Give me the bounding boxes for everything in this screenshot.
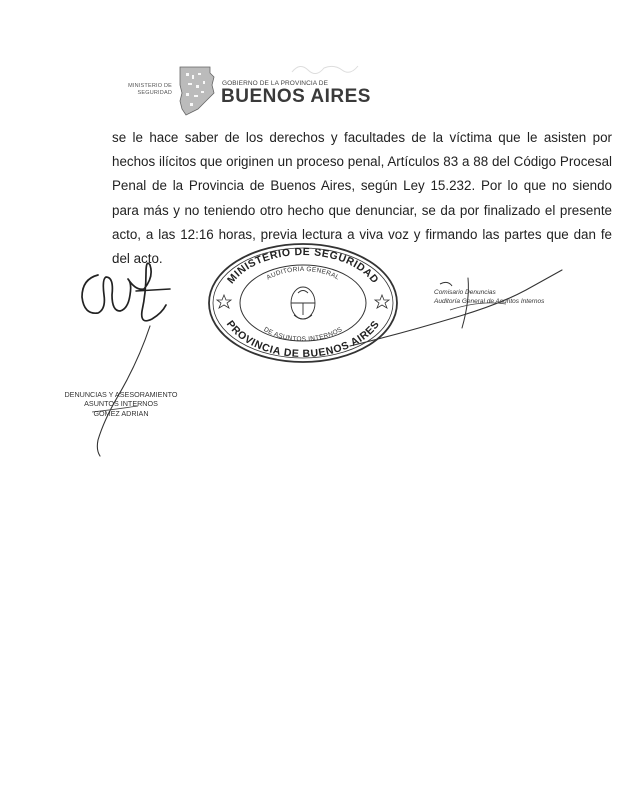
right-signature-line2: Auditoría General de Asuntos Internos <box>434 298 545 305</box>
left-signature <box>70 255 180 330</box>
seal-inner-top: AUDITORIA GENERAL <box>265 265 341 282</box>
seal-outer-bottom: PROVINCIA DE BUENOS AIRES <box>223 318 383 361</box>
ministry-line2: SEGURIDAD <box>137 90 172 96</box>
coat-of-arms-icon <box>291 287 315 319</box>
right-signature-line1: Comisario Denuncias <box>434 289 496 296</box>
seal-inner-bottom: DE ASUNTOS INTERNOS <box>262 326 344 344</box>
ministry-line1: MINISTERIO DE <box>128 83 172 89</box>
signer-name: GOMEZ ADRIAN <box>93 408 149 418</box>
government-label: GOBIERNO DE LA PROVINCIA DE <box>222 80 329 87</box>
faint-scan-mark <box>290 58 360 78</box>
signer-line1: DENUNCIAS Y ASESORAMIENTO <box>64 390 178 399</box>
province-title: BUENOS AIRES <box>221 86 371 107</box>
province-map-logo <box>176 65 216 117</box>
signer-block <box>56 390 186 418</box>
ministry-label <box>112 83 172 97</box>
signer-line2: ASUNTOS INTERNOS <box>84 399 158 409</box>
body-paragraph: se le hace saber de los derechos y facultades de la víctima que le asisten por hechos ilícitos que originen un proceso penal, Artículos 83 a 88 del Código Procesal Penal de la Provincia de Buenos Aires, según Ley 15.232. Por lo que no siendo para más y no teniendo otro hecho que denunciar, se da por finalizado el presente acto, a las 12:16 horas, previa lectura a viva voz y firmando las partes que dan fe del acto. <box>112 130 612 267</box>
right-signature-caption <box>434 288 544 306</box>
seal-outer-top: MINISTERIO DE SEGURIDAD <box>224 245 382 287</box>
